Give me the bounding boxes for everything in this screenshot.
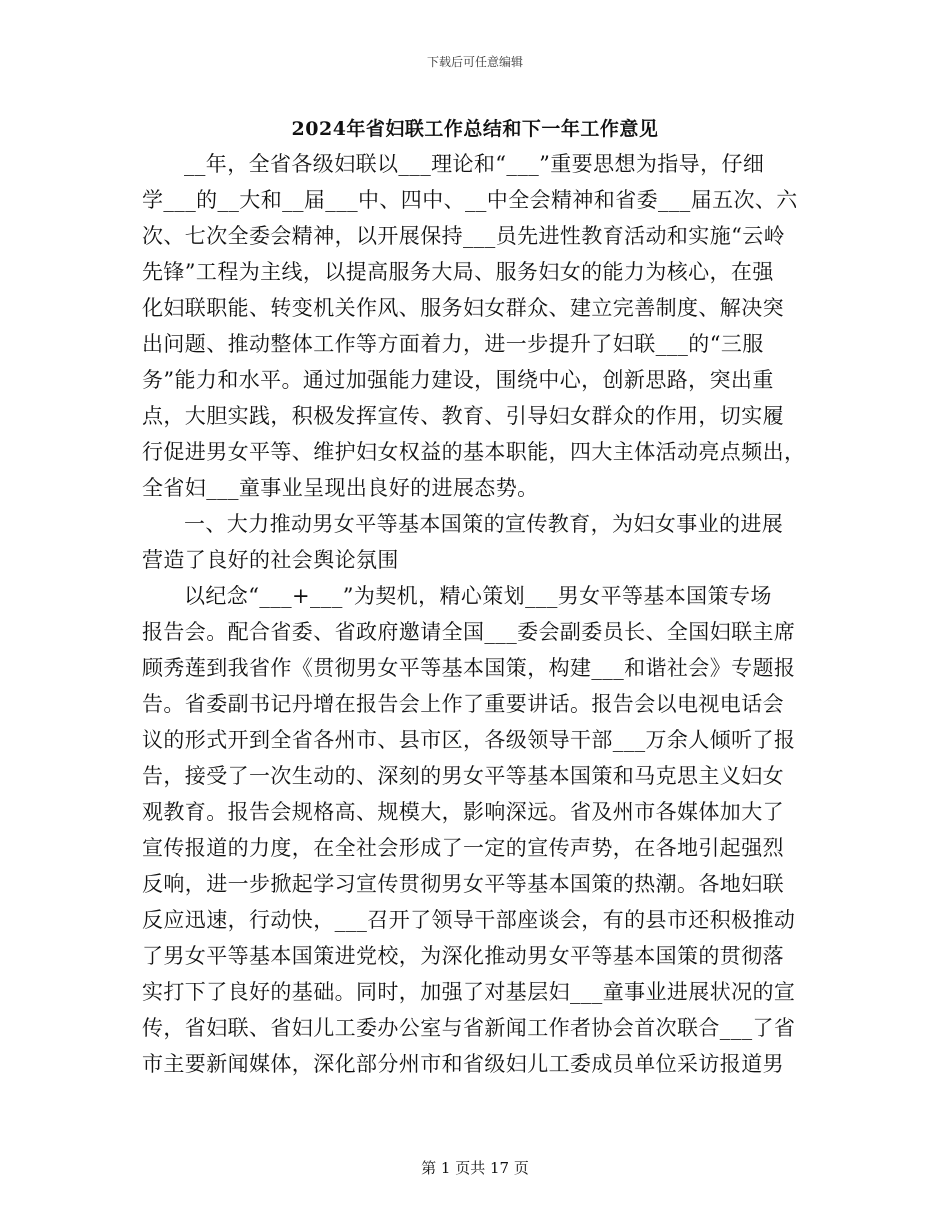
body-line: __年，全省各级妇联以___理论和“___”重要思想为指导，仔细	[184, 152, 765, 176]
body-line: 行促进男女平等、维护妇女权益的基本职能，四大主体活动亮点频出，	[142, 440, 806, 464]
body-line: 反应迅速，行动快，___召开了领导干部座谈会，有的县市还积极推动	[142, 908, 796, 932]
body-line: 议的形式开到全省各州市、县市区，各级领导干部___万余人倾听了报	[142, 728, 796, 752]
body-line: 宣传报道的力度，在全社会形成了一定的宣传声势，在各地引起强烈	[142, 836, 784, 860]
body-line: 传，省妇联、省妇儿工委办公室与省新闻工作者协会首次联合___了省	[142, 1016, 796, 1040]
body-line: 务”能力和水平。通过加强能力建设，围绕中心，创新思路，突出重	[142, 368, 774, 392]
body-line: 反响，进一步掀起学习宣传贯彻男女平等基本国策的热潮。各地妇联	[142, 872, 784, 896]
body-line: 出问题、推动整体工作等方面着力，进一步提升了妇联___的“三服	[142, 332, 764, 356]
document-title: 2024年省妇联工作总结和下一年工作意见	[291, 118, 659, 140]
body-line: 报告会。配合省委、省政府邀请全国___委会副委员长、全国妇联主席	[142, 620, 796, 644]
page-number: 第 1 页共 17 页	[421, 1159, 529, 1177]
document-body	[142, 146, 806, 1082]
body-line: 顾秀莲到我省作《贯彻男女平等基本国策，构建___和谐社会》专题报	[142, 656, 796, 680]
body-line: 点，大胆实践，积极发挥宣传、教育、引导妇女群众的作用，切实履	[142, 404, 784, 428]
body-line: 先锋”工程为主线，以提高服务大局、服务妇女的能力为核心，在强	[142, 260, 774, 284]
body-line: 告，接受了一次生动的、深刻的男女平等基本国策和马克思主义妇女	[142, 764, 784, 788]
section-heading-line: 一、大力推动男女平等基本国策的宣传教育，为妇女事业的进展	[184, 512, 784, 536]
body-line: 市主要新闻媒体，深化部分州市和省级妇儿工委成员单位采访报道男	[142, 1052, 784, 1076]
body-line: 实打下了良好的基础。同时，加强了对基层妇___童事业进展状况的宣	[142, 980, 796, 1004]
body-line: 化妇联职能、转变机关作风、服务妇女群众、建立完善制度、解决突	[142, 296, 784, 320]
body-line: 次、七次全委会精神，以开展保持___员先进性教育活动和实施“云岭	[142, 224, 786, 248]
body-line: 告。省委副书记丹增在报告会上作了重要讲话。报告会以电视电话会	[142, 692, 784, 716]
body-line: 以纪念“___+___”为契机，精心策划___男女平等基本国策专场	[184, 584, 772, 608]
section-heading-line: 营造了良好的社会舆论氛围	[142, 548, 399, 572]
body-line: 全省妇___童事业呈现出良好的进展态势。	[142, 476, 539, 500]
body-line: 观教育。报告会规格高、规模大，影响深远。省及州市各媒体加大了	[142, 800, 784, 824]
header-note: 下载后可任意编辑	[426, 55, 523, 69]
body-line: 了男女平等基本国策进党校，为深化推动男女平等基本国策的贯彻落	[142, 944, 784, 968]
body-line: 学___的__大和__届___中、四中、__中全会精神和省委___届五次、六	[142, 188, 798, 212]
